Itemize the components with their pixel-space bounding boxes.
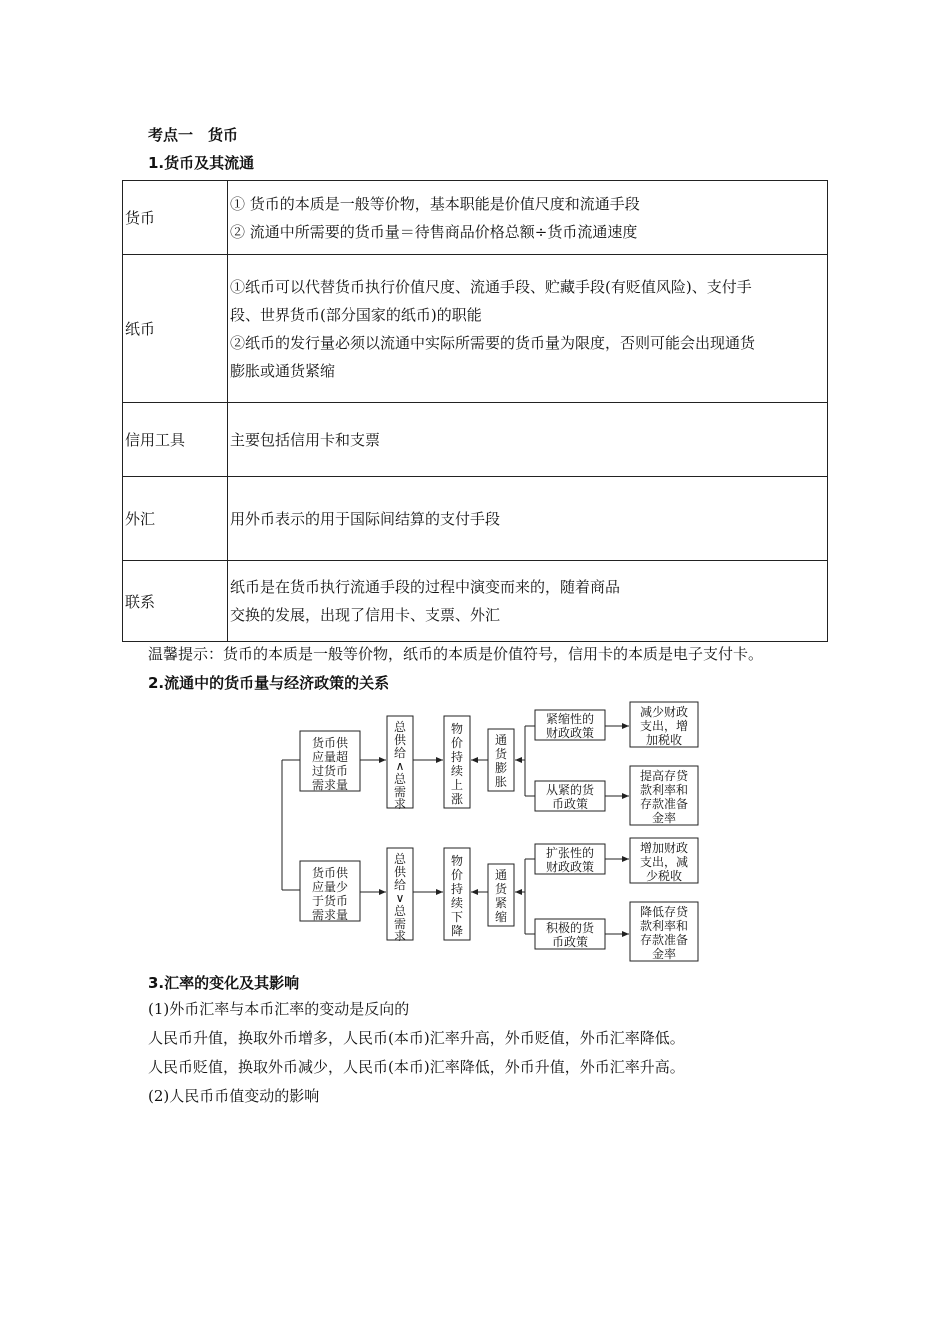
row-label: 货币	[123, 181, 228, 255]
diagram-label: 币政策	[551, 935, 589, 949]
diagram-label: 财政政策	[545, 860, 595, 874]
diagram-label: 缩	[494, 910, 508, 924]
row-label: 外汇	[123, 477, 228, 561]
policy-diagram	[260, 696, 710, 966]
diagram-label: 于货币	[311, 894, 349, 908]
diagram-label: 需	[393, 785, 407, 799]
row-line: 用外币表示的用于国际间结算的支付手段	[230, 509, 501, 528]
diagram-label: 降低存贷	[639, 905, 689, 919]
money-table	[122, 180, 828, 642]
diagram-label: 过货币	[311, 764, 349, 778]
table-row	[123, 477, 828, 561]
table-row	[123, 561, 828, 642]
diagram-label: 续	[450, 764, 464, 778]
section-title: 考点一 货币	[148, 126, 239, 144]
row-line: 纸币是在货币执行流通手段的过程中演变而来的，随着商品	[230, 578, 621, 596]
diagram-label: 通	[494, 868, 508, 882]
row-line: ① 货币的本质是一般等价物，基本职能是价值尺度和流通手段	[230, 194, 640, 213]
diagram-label: 增加财政	[639, 841, 689, 855]
diagram-label: 下	[450, 910, 464, 924]
diagram-label: 总	[393, 772, 407, 786]
diagram-label: 价	[450, 868, 464, 882]
diagram-label: 求	[393, 929, 407, 943]
row-value	[228, 403, 828, 477]
diagram-label: 积极的货	[545, 921, 595, 935]
row-line: 主要包括信用卡和支票	[230, 430, 381, 449]
table-row	[123, 255, 828, 403]
diagram-label: 总	[393, 904, 407, 918]
diagram-label: 膨	[494, 761, 508, 775]
diagram-label: 货	[494, 882, 508, 896]
diagram-label: 从紧的货	[545, 783, 595, 797]
diagram-label: 需求量	[311, 778, 349, 792]
diagram-label: 紧缩性的	[545, 712, 595, 726]
diagram-label: ∨	[395, 891, 405, 905]
diagram-label: 物	[450, 722, 464, 736]
diagram-label: 支出，增	[639, 719, 689, 733]
table-row	[123, 181, 828, 255]
diagram-label: 需	[393, 917, 407, 931]
diagram-label: 加税收	[645, 733, 683, 747]
diagram-label: 财政政策	[545, 726, 595, 740]
diagram-label: 持	[450, 750, 464, 764]
diagram-label: 胀	[494, 775, 508, 789]
row-value	[228, 477, 828, 561]
row-line: ② 流通中所需要的货币量＝待售商品价格总额÷货币流通速度	[230, 222, 638, 241]
diagram-label: 总	[393, 852, 407, 866]
diagram-label: 提高存贷	[639, 769, 689, 783]
diagram-label: 款利率和	[639, 783, 689, 797]
subsection-title-3: 3.汇率的变化及其影响	[148, 974, 300, 992]
paragraph: 人民币升值，换取外币增多，人民币(本币)汇率升高，外币贬值，外币汇率降低。	[148, 1029, 685, 1047]
diagram-label: 物	[450, 854, 464, 868]
diagram-label: 给	[393, 746, 407, 760]
diagram-label: 货币供	[311, 736, 349, 750]
row-label: 纸币	[123, 255, 228, 403]
diagram-label: 持	[450, 882, 464, 896]
diagram-label: 供	[393, 733, 407, 747]
diagram-label: 金率	[651, 811, 677, 825]
table-row	[123, 403, 828, 477]
row-line: 交换的发展，出现了信用卡、支票、外汇	[230, 606, 501, 624]
subsection-title-1: 1.货币及其流通	[148, 154, 255, 172]
subsection-title-2: 2.流通中的货币量与经济政策的关系	[148, 674, 390, 692]
diagram-label: 货	[494, 747, 508, 761]
diagram-label: 存款准备	[639, 797, 689, 811]
diagram-label: 应量超	[311, 750, 349, 764]
paragraph: (1)外币汇率与本币汇率的变动是反向的	[148, 1000, 410, 1018]
row-line: 段、世界货币(部分国家的纸币)的职能	[230, 305, 482, 324]
diagram-label: 货币供	[311, 866, 349, 880]
diagram-label: 款利率和	[639, 919, 689, 933]
diagram-label: 币政策	[551, 797, 589, 811]
diagram-label: 上	[450, 778, 464, 792]
diagram-label: 通	[494, 733, 508, 747]
row-value	[228, 561, 828, 642]
diagram-label: 应量少	[311, 880, 349, 894]
diagram-label: 少税收	[645, 869, 683, 883]
diagram-label: 存款准备	[639, 933, 689, 947]
diagram-label: 金率	[651, 947, 677, 961]
diagram-label: 价	[450, 736, 464, 750]
tip-text: 温馨提示：货币的本质是一般等价物，纸币的本质是价值符号，信用卡的本质是电子支付卡。	[148, 645, 764, 663]
diagram-label: 求	[393, 797, 407, 811]
diagram-label: 需求量	[311, 908, 349, 922]
diagram-label: 紧	[494, 896, 508, 910]
diagram-label: 供	[393, 865, 407, 879]
diagram-label: 给	[393, 878, 407, 892]
paragraph: 人民币贬值，换取外币减少，人民币(本币)汇率降低，外币升值，外币汇率升高。	[148, 1058, 685, 1076]
row-line: 膨胀或通货紧缩	[230, 361, 336, 380]
row-label: 信用工具	[123, 403, 228, 477]
row-line: ①纸币可以代替货币执行价值尺度、流通手段、贮藏手段(有贬值风险)、支付手	[230, 277, 752, 296]
row-line: ②纸币的发行量必须以流通中实际所需要的货币量为限度，否则可能会出现通货	[230, 333, 756, 352]
diagram-label: 总	[393, 720, 407, 734]
diagram-label: ∧	[395, 759, 405, 773]
diagram-label: 支出，减	[639, 855, 689, 869]
diagram-label: 涨	[450, 792, 464, 806]
diagram-label: 减少财政	[639, 705, 689, 719]
row-value	[228, 255, 828, 403]
paragraph: (2)人民币币值变动的影响	[148, 1087, 320, 1105]
diagram-label: 续	[450, 896, 464, 910]
row-value	[228, 181, 828, 255]
diagram-label: 降	[450, 924, 464, 938]
diagram-label: 扩张性的	[545, 846, 595, 860]
row-label: 联系	[123, 561, 228, 642]
